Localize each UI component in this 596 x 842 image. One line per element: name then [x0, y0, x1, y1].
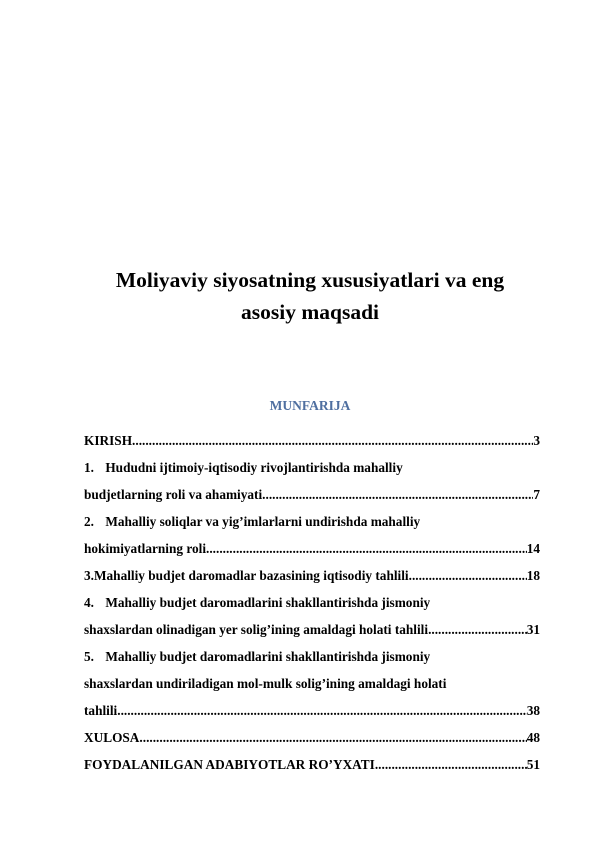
toc-page-number: 31: [526, 622, 540, 637]
toc-label: Hududni ijtimoiy-iqtisodiy rivojlantirishda mahalliy: [105, 460, 403, 475]
toc-label: budjetlarning roli va ahamiyati: [84, 487, 263, 502]
toc-entry-5-line-1[interactable]: [84, 648, 540, 666]
toc-label: FOYDALANILGAN ADABIYOTLAR RO’YXATI: [84, 757, 375, 772]
toc-label: Mahalliy budjet daromadlarini shakllantirishda jismoniy: [105, 649, 431, 664]
document-title: [60, 264, 560, 328]
toc-leader-dots: [375, 756, 527, 774]
toc-label: hokimiyatlarning roli: [84, 541, 207, 556]
toc-label: XULOSA: [84, 730, 140, 745]
toc-leader-dots: [139, 729, 526, 747]
toc-label: Mahalliy budjet daromadlar bazasining iqtisodiy tahlili: [93, 568, 409, 583]
toc-entry-kirish[interactable]: [84, 432, 540, 450]
toc-item-number: 3.: [84, 568, 94, 583]
toc-entry-xulosa[interactable]: [84, 729, 540, 747]
toc-item-number: 1.: [84, 460, 94, 475]
toc-leader-dots: [206, 540, 527, 558]
toc-entry-adabiyotlar[interactable]: [84, 756, 540, 774]
toc-heading: MUNFARIJA: [269, 398, 351, 413]
title-line-1: Moliyaviy siyosatning xususiyatlari va eng: [115, 268, 505, 292]
toc-entry-5-line-2[interactable]: [84, 675, 540, 693]
toc-entry-4-line-1[interactable]: [84, 594, 540, 612]
toc-page-number: 38: [526, 703, 540, 718]
toc-page-number: 7: [533, 487, 540, 502]
toc-label: Mahalliy budjet daromadlarini shakllantirishda jismoniy: [105, 595, 431, 610]
toc-item-number: 4.: [84, 595, 94, 610]
toc-entry-5-line-3[interactable]: [84, 702, 540, 720]
toc-label: tahlili: [84, 703, 118, 718]
toc-page-number: 51: [526, 757, 540, 772]
toc-leader-dots: [428, 621, 527, 639]
toc-entry-2-line-2[interactable]: [84, 540, 540, 558]
toc-entry-3[interactable]: [84, 567, 540, 585]
toc-entry-4-line-2[interactable]: [84, 621, 540, 639]
toc-label: Mahalliy soliqlar va yig’imlarlarni undirishda mahalliy: [105, 514, 421, 529]
toc-leader-dots: [117, 702, 526, 720]
toc-page-number: 14: [526, 541, 540, 556]
toc-label: shaxslardan undiriladigan mol-mulk solig’ining amaldagi holati: [84, 676, 447, 691]
toc-page-number: 48: [526, 730, 540, 745]
toc-leader-dots: [132, 432, 533, 450]
toc-entry-1-line-1[interactable]: [84, 459, 540, 477]
toc-item-number: 2.: [84, 514, 94, 529]
toc-entry-2-line-1[interactable]: [84, 513, 540, 531]
toc-label: KIRISH: [84, 433, 133, 448]
toc-leader-dots: [409, 567, 527, 585]
title-line-2: asosiy maqsadi: [241, 300, 379, 324]
toc-label: shaxslardan olinadigan yer solig’ining amaldagi holati tahlili: [84, 622, 429, 637]
toc-leader-dots: [262, 486, 533, 504]
toc-item-number: 5.: [84, 649, 94, 664]
toc-page-number: 3: [533, 433, 540, 448]
toc-entry-1-line-2[interactable]: [84, 486, 540, 504]
toc-page-number: 18: [526, 568, 540, 583]
